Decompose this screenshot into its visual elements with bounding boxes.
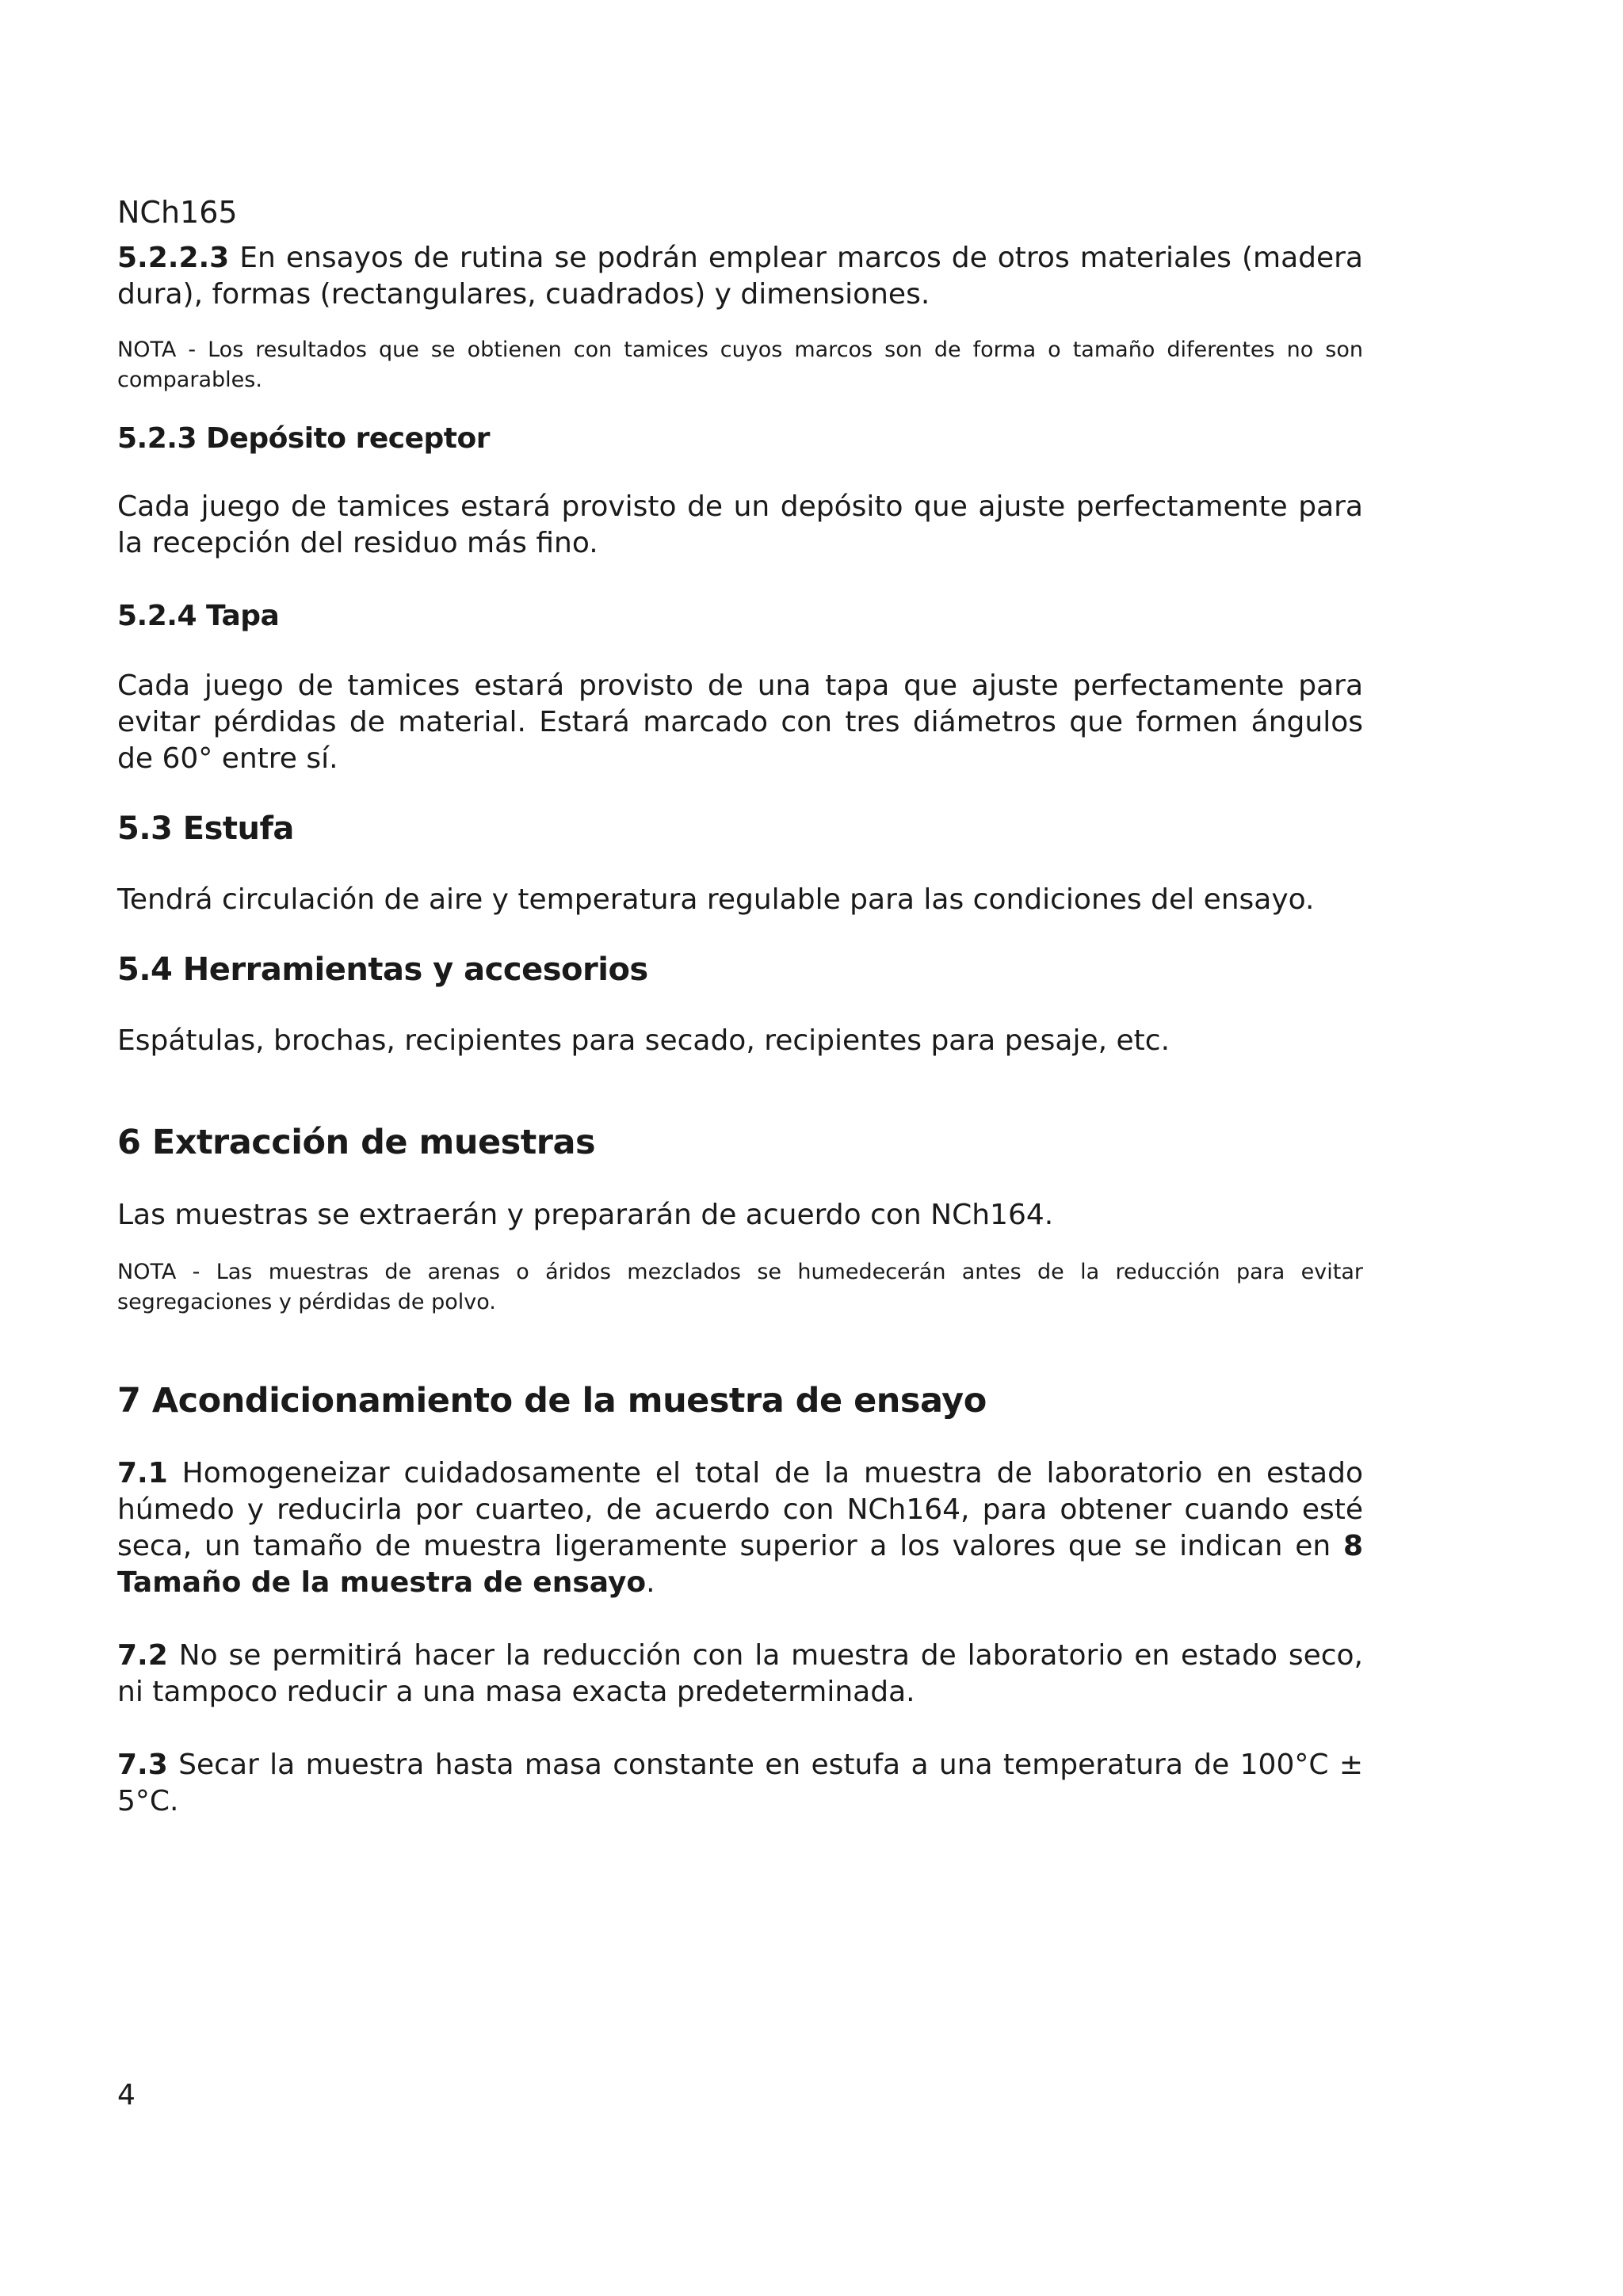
paragraph-7-3 [117, 1747, 1363, 1820]
paragraph-6: Las muestras se extraerán y prepararán de acuerdo con NCh164. [117, 1199, 1054, 1231]
paragraph-5-3: Tendrá circulación de aire y temperatura regulable para las condiciones del ensayo. [117, 883, 1315, 916]
page-content [117, 194, 1363, 1820]
page-number: 4 [117, 2079, 136, 2111]
clause-end: . [646, 1566, 655, 1599]
document-code: NCh165 [117, 195, 238, 230]
clause-text: En ensayos de rutina se podrán emplear marcos de otros materiales (madera dura), formas (rectangulares, cuadrados) y dimensiones. [117, 242, 1363, 311]
heading-5-3: 5.3 Estufa [117, 810, 294, 847]
heading-5-4: 5.4 Herramientas y accesorios [117, 952, 648, 988]
note-frames: NOTA - Los resultados que se obtienen con tamices cuyos marcos son de forma o tamaño diferentes no son comparables. [117, 338, 1363, 392]
paragraph-5-2-2-3 [117, 240, 1363, 313]
paragraph-5-2-4: Cada juego de tamices estará provisto de una tapa que ajuste perfectamente para evitar pérdidas de material. Estará marcado con tres diámetros que formen ángulos de 60° entre sí. [117, 669, 1363, 775]
section-reference: 8 Tamaño de la muestra de ensayo [117, 1530, 1363, 1599]
paragraph-7-2 [117, 1638, 1363, 1711]
clause-text: No se permitirá hacer la reducción con la muestra de laboratorio en estado seco, ni tampoco reducir a una masa exacta predeterminada. [117, 1639, 1363, 1708]
heading-7: 7 Acondicionamiento de la muestra de ensayo [117, 1381, 987, 1421]
note-samples: NOTA - Las muestras de arenas o áridos mezclados se humedecerán antes de la reducción para evitar segregaciones y pérdidas de polvo. [117, 1260, 1363, 1314]
heading-6: 6 Extracción de muestras [117, 1123, 596, 1162]
clause-text: Secar la muestra hasta masa constante en estufa a una temperatura de 100°C ± 5°C. [117, 1749, 1364, 1817]
clause-number: 7.3 [117, 1749, 168, 1781]
clause-number: 5.2.2.3 [117, 242, 230, 274]
paragraph-5-2-3: Cada juego de tamices estará provisto de un depósito que ajuste perfectamente para la recepción del residuo más fino. [117, 490, 1363, 559]
heading-5-2-3: 5.2.3 Depósito receptor [117, 422, 490, 455]
paragraph-5-4: Espátulas, brochas, recipientes para secado, recipientes para pesaje, etc. [117, 1024, 1170, 1057]
paragraph-7-1 [117, 1455, 1363, 1601]
clause-number: 7.2 [117, 1639, 168, 1672]
clause-text: Homogeneizar cuidadosamente el total de la muestra de laboratorio en estado húmedo y reducirla por cuarteo, de acuerdo con NCh164, para obtener cuando esté seca, un tamaño de muestra ligeramente superior a los valores que se indican en [117, 1457, 1363, 1562]
heading-5-2-4: 5.2.4 Tapa [117, 600, 280, 632]
clause-number: 7.1 [117, 1457, 168, 1489]
